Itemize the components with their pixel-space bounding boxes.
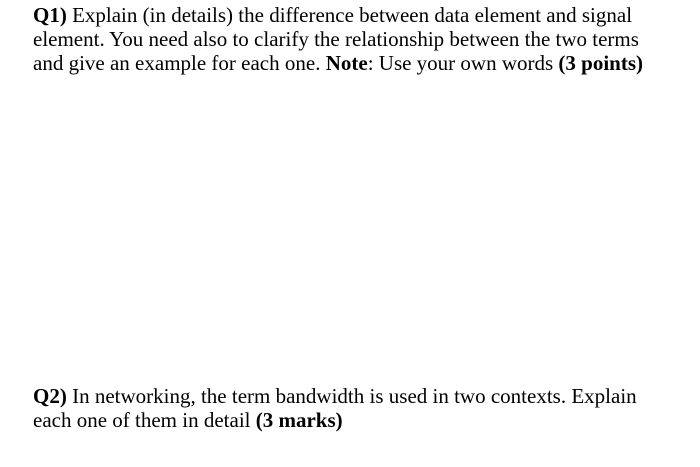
question-1-line-2: element. You need also to clarify the relationship between the two terms bbox=[33, 27, 639, 51]
question-2-line-2 bbox=[33, 408, 653, 432]
question-2-text-2: each one of them in detail bbox=[33, 408, 256, 432]
question-2-text-1: In networking, the term bandwidth is used in two contexts. Explain bbox=[66, 384, 637, 408]
question-1-text-3: and give an example for each one. bbox=[33, 51, 326, 75]
question-1-note-text: : Use your own words bbox=[367, 51, 559, 75]
question-2-marks: (3 marks) bbox=[255, 408, 343, 432]
question-1-points: (3 points) bbox=[558, 51, 644, 75]
question-2-number: Q2) bbox=[33, 384, 67, 408]
question-1-text-1: Explain (in details) the difference between data element and signal bbox=[66, 3, 633, 27]
question-2-line-1 bbox=[33, 384, 653, 408]
note-label: Note bbox=[325, 51, 368, 75]
question-1 bbox=[33, 3, 653, 75]
question-2 bbox=[33, 384, 653, 432]
question-1-number: Q1) bbox=[33, 3, 67, 27]
question-1-line-3 bbox=[33, 51, 653, 75]
question-1-line-1 bbox=[33, 3, 653, 27]
